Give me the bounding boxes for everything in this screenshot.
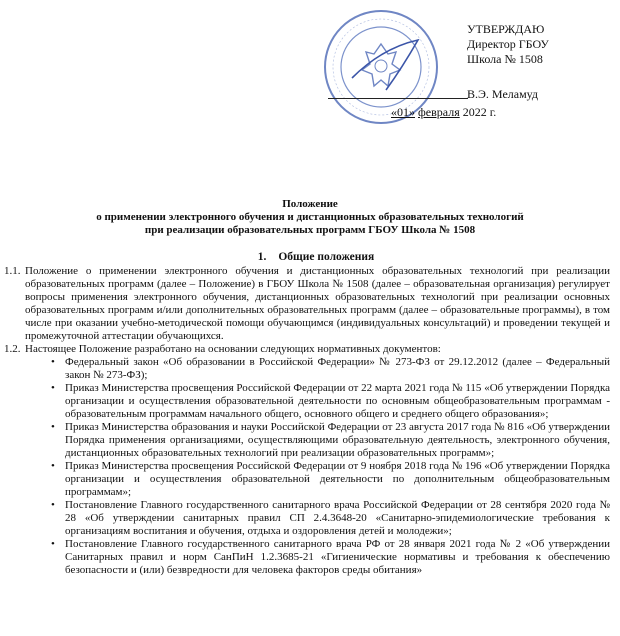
approval-position: Директор ГБОУ bbox=[467, 37, 549, 51]
approval-heading: УТВЕРЖДАЮ bbox=[467, 22, 545, 36]
signer-name: В.Э. Меламуд bbox=[467, 87, 539, 101]
date-year: 2022 г. bbox=[462, 105, 497, 119]
paragraph-number: 1.1. bbox=[4, 265, 21, 277]
signature-line bbox=[328, 98, 468, 99]
list-item: • Постановление Главного государственного санитарного врача Российской Федерации от 28 сентября 2020 года № 28 «Об утверждении санитарных правил СП 2.4.3648-20 «Санитарно-эпидемиологические требования к организациям воспитания и обучения, отдыха и оздоровления детей и молодежи»; bbox=[65, 499, 610, 538]
section-number: 1. bbox=[257, 251, 267, 263]
paragraph-text: Положение о применении электронного обучения и дистанционных образовательных технологий при реализации образовательных программ (далее – Положение) в ГБОУ Школа № 1508 (далее – образовательная организация) регулирует вопросы применения электронного обучения, дистанционных образовательных технологий при реализации основных образовательных программ и/или дополнительных образовательных программ (далее – образовательные программы), в том числе при оказании учебно-методической помощи обучающимся (индивидуальных консультаций) и проведении текущей и промежуточной аттестации обучающихся. bbox=[25, 265, 610, 342]
approval-block bbox=[467, 22, 549, 67]
section-title: Общие положения bbox=[278, 251, 375, 263]
approval-school: Школа № 1508 bbox=[467, 52, 543, 66]
approval-date bbox=[391, 105, 496, 120]
title-line-2: о применении электронного обучения и дистанционных образовательных технологий bbox=[96, 211, 524, 223]
section-heading bbox=[0, 251, 620, 263]
list-item: • Постановление Главного государственного санитарного врача РФ от 28 января 2021 года № 2 «Об утверждении Санитарных правил и норм СанПиН 1.2.3685-21 «Гигиенические нормативы и требования к обеспечению безопасности и (или) безвредности для человека факторов среды обитания» bbox=[65, 538, 610, 577]
normative-documents-list bbox=[0, 356, 620, 577]
paragraph-number: 1.2. bbox=[4, 343, 21, 355]
list-item: • Приказ Министерства просвещения Российской Федерации от 22 марта 2021 года № 115 «Об утверждении Порядка организации и осуществления образовательной деятельности по основным общеобразовательным программам - образовательным программам начального общего, основного общего и среднего общего образования»; bbox=[65, 382, 610, 421]
document-body bbox=[0, 265, 620, 577]
paragraph-text: Настоящее Положение разработано на основании следующих нормативных документов: bbox=[25, 343, 441, 355]
title-line-1: Положение bbox=[282, 198, 338, 210]
paragraph-1-2 bbox=[0, 343, 620, 356]
title-line-3: при реализации образовательных программ ГБОУ Школа № 1508 bbox=[144, 224, 476, 236]
list-item: • Приказ Министерства образования и науки Российской Федерации от 23 августа 2017 года № 816 «Об утверждении Порядка применения организациями, осуществляющими образовательную деятельность, электронного обучения, дистанционных образовательных технологий при реализации образовательных программ»; bbox=[65, 421, 610, 460]
date-day: «01» bbox=[391, 105, 415, 119]
document-title bbox=[40, 198, 580, 237]
date-month: февраля bbox=[418, 105, 460, 119]
list-item: • Приказ Министерства просвещения Российской Федерации от 9 ноября 2018 года № 196 «Об утверждении Порядка организации и осуществления образовательной деятельности по дополнительным общеобразовательным программам»; bbox=[65, 460, 610, 499]
paragraph-1-1 bbox=[0, 265, 620, 343]
list-item: • Федеральный закон «Об образовании в Российской Федерации» № 273-ФЗ от 29.12.2012 (далее – Федеральный закон № 273-ФЗ); bbox=[65, 356, 610, 382]
